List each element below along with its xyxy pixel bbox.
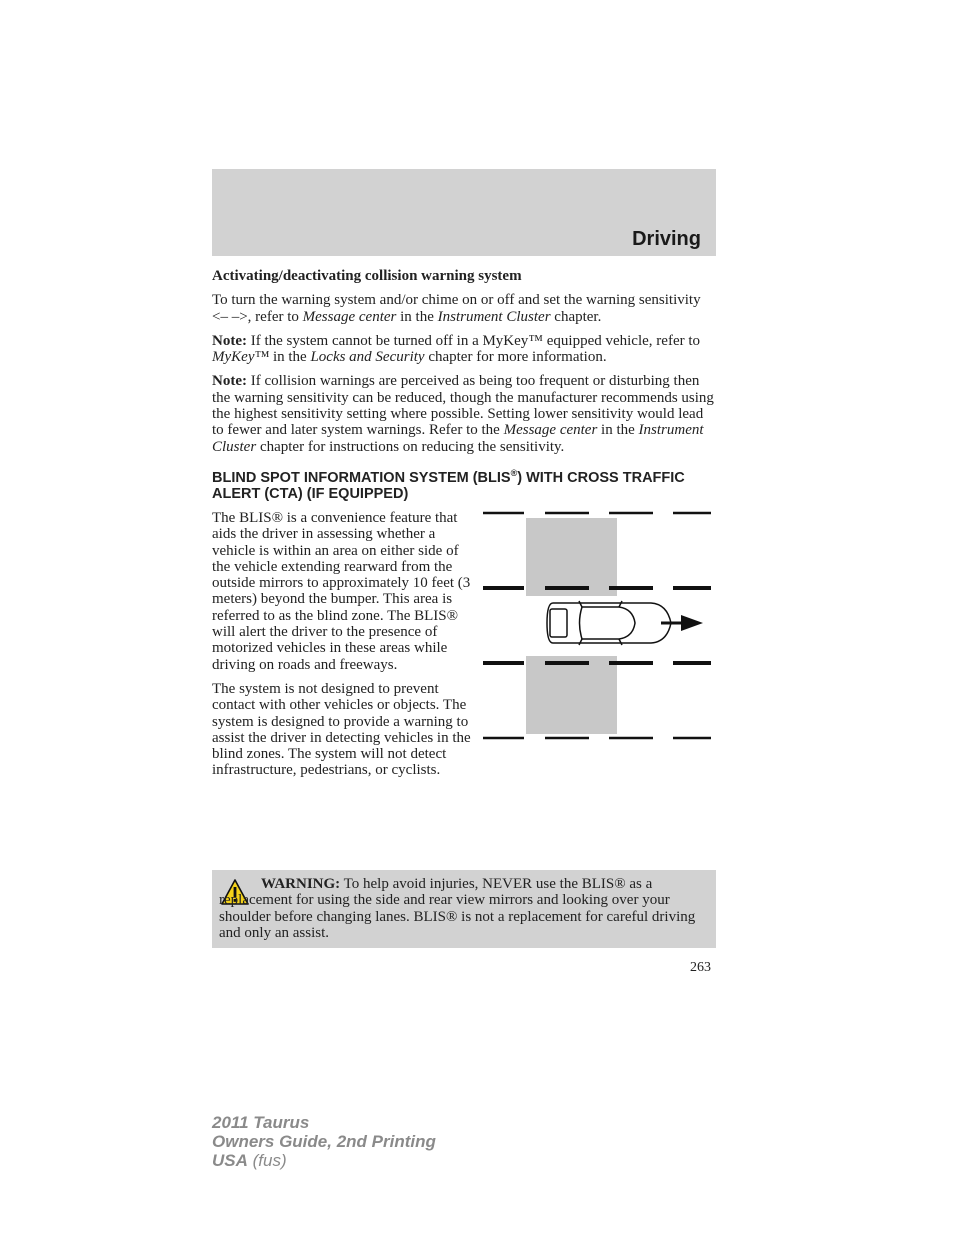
blind-zone-illustration <box>481 510 717 745</box>
collision-subheading: Activating/deactivating collision warning system <box>212 268 522 284</box>
page-number: 263 <box>690 960 711 975</box>
blis-paragraph-2: The system is not designed to prevent contact with other vehicles or objects. The system is designed to provide a warning to assist the driver in detecting vehicles in the blind zones. The system will not detect infrastructure, pedestrians, or cyclists. <box>212 680 471 779</box>
blind-zone-diagram <box>481 510 717 745</box>
blis-section-heading: BLIND SPOT INFORMATION SYSTEM (BLIS®) WITH CROSS TRAFFIC ALERT (CTA) (IF EQUIPPED) <box>212 468 685 502</box>
blind-zone-left <box>526 518 617 596</box>
note-sensitivity: Note: If collision warnings are perceived as being too frequent or disturbing then the warning sensitivity can be reduced, though the manufacturer recommends using the highest sensitivity setting where possible. Setting lower sensitivity would lead to fewer and later system warnings. Refer to the Message center in the Instrument Cluster chapter for instructions on reducing the sensitivity. <box>212 373 714 455</box>
chapter-header-band <box>212 169 716 256</box>
blis-paragraph-1: The BLIS® is a convenience feature that aids the driver in assessing whether a vehicle is within an area on either side of the vehicle extending rearward from the outside mirrors to approximately 10 feet (3 meters) beyond the bumper. This area is referred to as the blind zone. The BLIS® will alert the driver to the presence of motorized vehicles in these areas while driving on roads and freeways. <box>212 509 471 673</box>
chapter-title: Driving <box>632 228 701 250</box>
car-icon <box>547 601 671 645</box>
footer-publication-info: 2011 Taurus Owners Guide, 2nd Printing USA (fus) <box>212 1113 436 1170</box>
warning-box <box>212 870 716 948</box>
page-content <box>212 268 717 787</box>
note-mykey: Note: If the system cannot be turned off in a MyKey™ equipped vehicle, refer to MyKey™ in the Locks and Security chapter for more information. <box>212 332 701 366</box>
blind-zone-right <box>526 656 617 734</box>
collision-paragraph: To turn the warning system and/or chime on or off and set the warning sensitivity <– –>, refer to Message center in the Instrument Cluster chapter. <box>212 292 701 325</box>
warning-text: WARNING: To help avoid injuries, NEVER use the BLIS® as a replacement for using the side and rear view mirrors and looking over your shoulder before changing lanes. BLIS® is not a replacement for careful driving and only an assist. <box>219 876 696 941</box>
